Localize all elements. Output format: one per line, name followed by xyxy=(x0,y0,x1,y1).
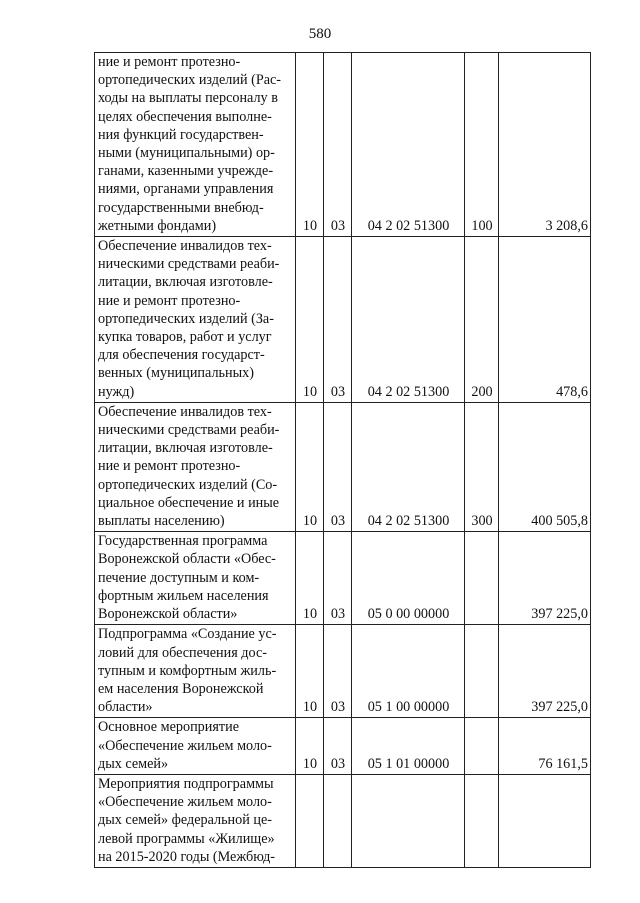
row-expense-type xyxy=(465,532,499,625)
row-expense-type: 200 xyxy=(465,237,499,403)
row-name: Мероприятия подпрограммы «Обеспечение жильем моло- дых семей» федеральной це- левой программы «Жилище» на 2015-2020 годы (Межбюд- xyxy=(95,774,296,867)
row-amount: 3 208,6 xyxy=(499,53,591,237)
table-row xyxy=(95,402,591,531)
table-row xyxy=(95,625,591,718)
row-amount: 397 225,0 xyxy=(499,532,591,625)
row-expense-type xyxy=(465,774,499,867)
row-subsection: 03 xyxy=(324,532,352,625)
row-subsection: 03 xyxy=(324,718,352,775)
row-expense-type xyxy=(465,625,499,718)
table-row xyxy=(95,53,591,237)
row-name: Государственная программа Воронежской области «Обес- печение доступным и ком- фортным жильем населения Воронежской области» xyxy=(95,532,296,625)
row-target-article: 05 1 00 00000 xyxy=(352,625,465,718)
row-expense-type: 300 xyxy=(465,402,499,531)
budget-table xyxy=(94,52,591,868)
row-subsection: 03 xyxy=(324,625,352,718)
page-number: 580 xyxy=(308,26,332,42)
row-amount xyxy=(499,774,591,867)
row-expense-type xyxy=(465,718,499,775)
row-target-article: 04 2 02 51300 xyxy=(352,237,465,403)
row-section: 10 xyxy=(296,532,324,625)
row-section: 10 xyxy=(296,402,324,531)
table-row xyxy=(95,532,591,625)
row-target-article: 05 1 01 00000 xyxy=(352,718,465,775)
row-amount: 478,6 xyxy=(499,237,591,403)
table-row xyxy=(95,718,591,775)
row-target-article: 04 2 02 51300 xyxy=(352,402,465,531)
row-name: Обеспечение инвалидов тех- ническими средствами реаби- литации, включая изготовле- ние и ремонт протезно- ортопедических изделий (За- купка товаров, работ и услуг для обеспечения государст- венных (муниципальных) нужд) xyxy=(95,237,296,403)
row-section: 10 xyxy=(296,625,324,718)
row-section: 10 xyxy=(296,718,324,775)
table-row xyxy=(95,237,591,403)
row-subsection: 03 xyxy=(324,237,352,403)
row-amount: 397 225,0 xyxy=(499,625,591,718)
row-subsection: 03 xyxy=(324,402,352,531)
row-name: ние и ремонт протезно- ортопедических изделий (Рас- ходы на выплаты персоналу в целях обеспечения выполне- ния функций государствен- ными (муниципальными) ор- ганами, казенными учрежде- ниями, органами управления государственными внебюд- жетными фондами) xyxy=(95,53,296,237)
row-target-article xyxy=(352,774,465,867)
row-target-article: 04 2 02 51300 xyxy=(352,53,465,237)
row-section: 10 xyxy=(296,237,324,403)
row-name: Обеспечение инвалидов тех- ническими средствами реаби- литации, включая изготовле- ние и ремонт протезно- ортопедических изделий (Со- циальное обеспечение и иные выплаты населению) xyxy=(95,402,296,531)
row-name: Основное мероприятие «Обеспечение жильем моло- дых семей» xyxy=(95,718,296,775)
row-target-article: 05 0 00 00000 xyxy=(352,532,465,625)
row-section xyxy=(296,774,324,867)
row-amount: 76 161,5 xyxy=(499,718,591,775)
row-name: Подпрограмма «Создание ус- ловий для обеспечения дос- тупным и комфортным жиль- ем населения Воронежской области» xyxy=(95,625,296,718)
row-amount: 400 505,8 xyxy=(499,402,591,531)
table-row xyxy=(95,774,591,867)
row-section: 10 xyxy=(296,53,324,237)
row-subsection: 03 xyxy=(324,53,352,237)
row-subsection xyxy=(324,774,352,867)
row-expense-type: 100 xyxy=(465,53,499,237)
